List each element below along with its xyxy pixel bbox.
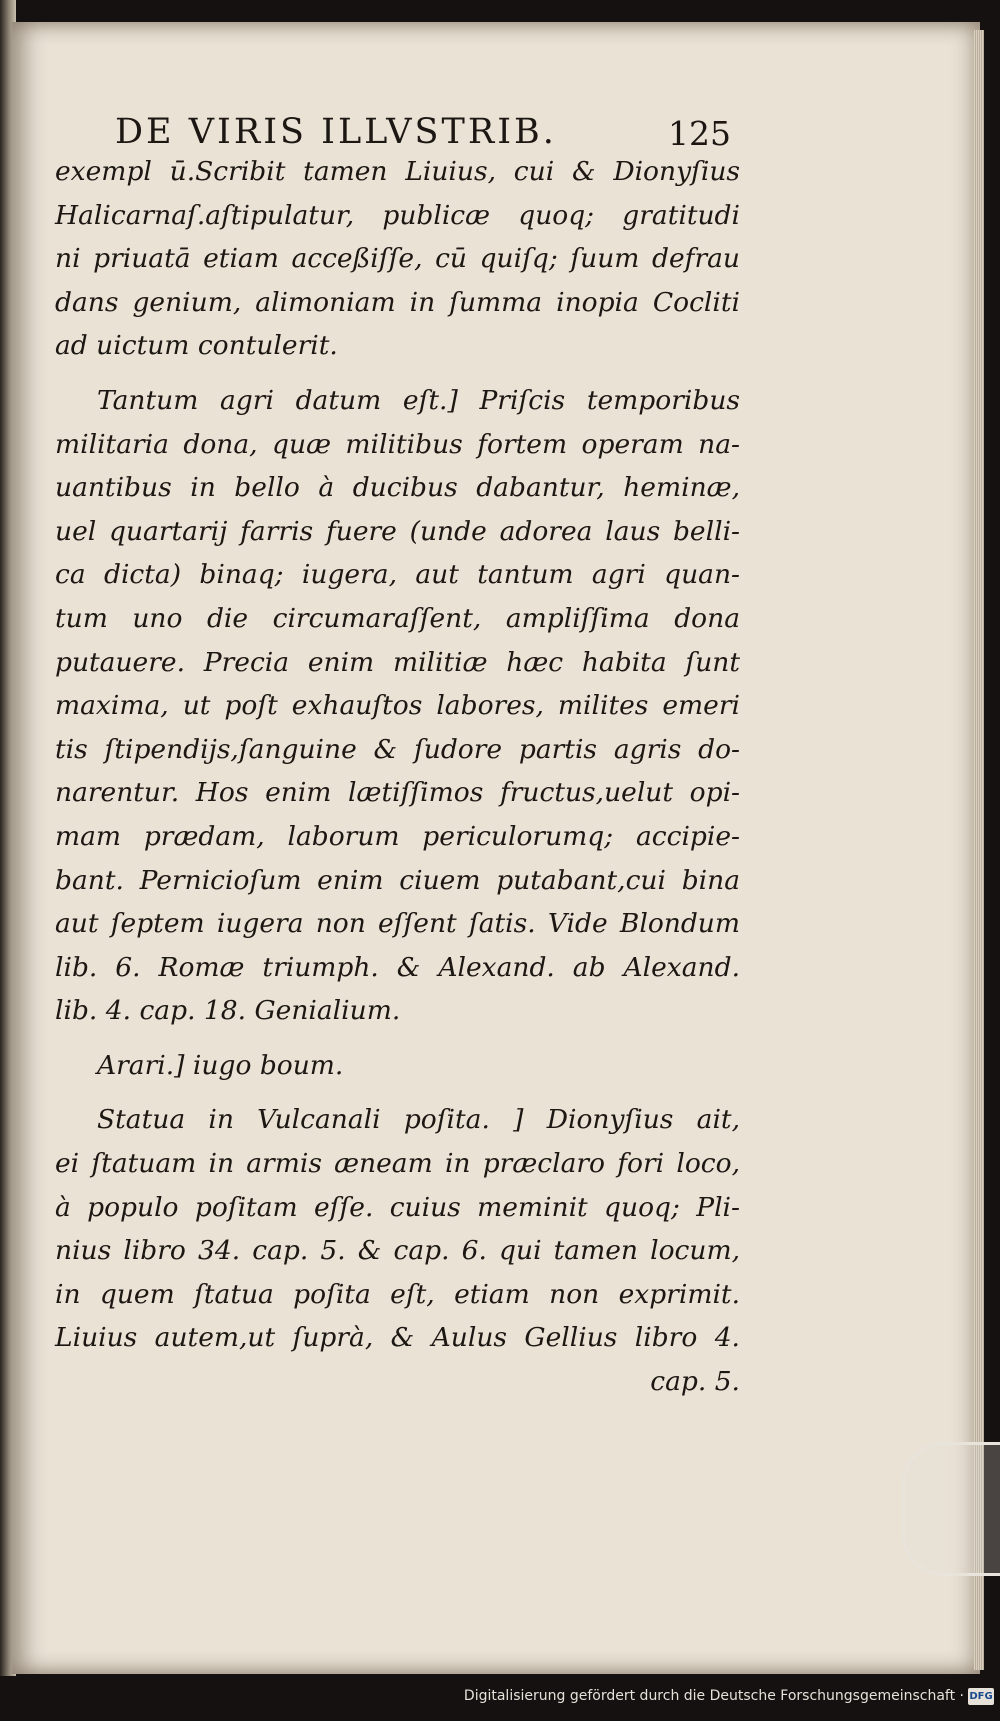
text-line: Arari.] iugo boum.: [97, 1049, 344, 1081]
text-line: putauere. Precia enim militiæ hæc habita ſunt: [55, 646, 740, 678]
text-line: lib. 4. cap. 18. Genialium.: [55, 995, 401, 1027]
text-line: in quem ſtatua poſita eſt, etiam non exprimit.: [55, 1278, 740, 1310]
text-line: uel quartarij farris fuere (unde adorea laus belli-: [55, 515, 740, 547]
body-text: [55, 150, 740, 1404]
dfg-logo-icon: DFG: [968, 1688, 994, 1705]
text-line: cap. 5.: [650, 1366, 740, 1398]
text-line: narentur. Hos enim lætiſſimos fructus,uelut opi-: [55, 777, 740, 809]
text-line: mam prædam, laborum periculorumq; accipie-: [55, 820, 740, 852]
page-edge: [974, 30, 984, 1670]
text-line: Liuius autem,ut ſuprà, & Aulus Gellius libro 4.: [55, 1322, 740, 1354]
text-line: Statua in Vulcanali poſita. ] Dionyſius ait,: [97, 1104, 740, 1136]
text-line: ad uictum contulerit.: [55, 330, 338, 362]
text-line: ni priuatā etiam acceßiſſe, cū quiſq; ſuum defrau: [55, 243, 740, 275]
text-line: à populo poſitam eſſe. cuius meminit quoq; Pli-: [55, 1191, 740, 1223]
text-line: aut ſeptem iugera non eſſent ſatis. Vide Blondum: [55, 908, 740, 940]
book-clasp: [902, 1442, 1000, 1576]
text-line: lib. 6. Romæ triumph. & Alexand. ab Alexand.: [55, 951, 740, 983]
digitization-credit: Digitalisierung gefördert durch die Deutsche Forschungsgemeinschaft ·: [463, 1688, 964, 1704]
page-number: 125: [668, 114, 731, 153]
text-line: uantibus in bello à ducibus dabantur, heminæ,: [55, 472, 740, 504]
text-line: exempl ū.Scribit tamen Liuius, cui & Dionyſius: [55, 156, 740, 187]
text-line: dans genium, alimoniam in ſumma inopia Cocliti: [55, 286, 740, 318]
text-line: ca dicta) binaq; iugera, aut tantum agri quan-: [55, 559, 740, 591]
text-line: nius libro 34. cap. 5. & cap. 6. qui tamen locum,: [55, 1235, 740, 1267]
text-line: ei ſtatuam in armis æneam in præclaro fori loco,: [55, 1148, 740, 1180]
text-line: Tantum agri datum eſt.] Priſcis temporibus: [97, 384, 740, 416]
text-line: maxima, ut poſt exhauſtos labores, milites emeri: [55, 690, 740, 722]
text-line: bant. Pernicioſum enim ciuem putabant,cui bina: [55, 864, 740, 896]
text-line: Halicarnaſ.aſtipulatur, publicæ quoq; gratitudi: [55, 199, 740, 231]
text-line: militaria dona, quæ militibus fortem operam na-: [55, 428, 740, 460]
text-line: tum uno die circumaraſſent, ampliſſima dona: [55, 602, 740, 634]
running-header: DE VIRIS ILLVSTRIB.: [115, 112, 557, 152]
text-line: tis ſtipendijs,ſanguine & ſudore partis agris do-: [55, 733, 740, 765]
